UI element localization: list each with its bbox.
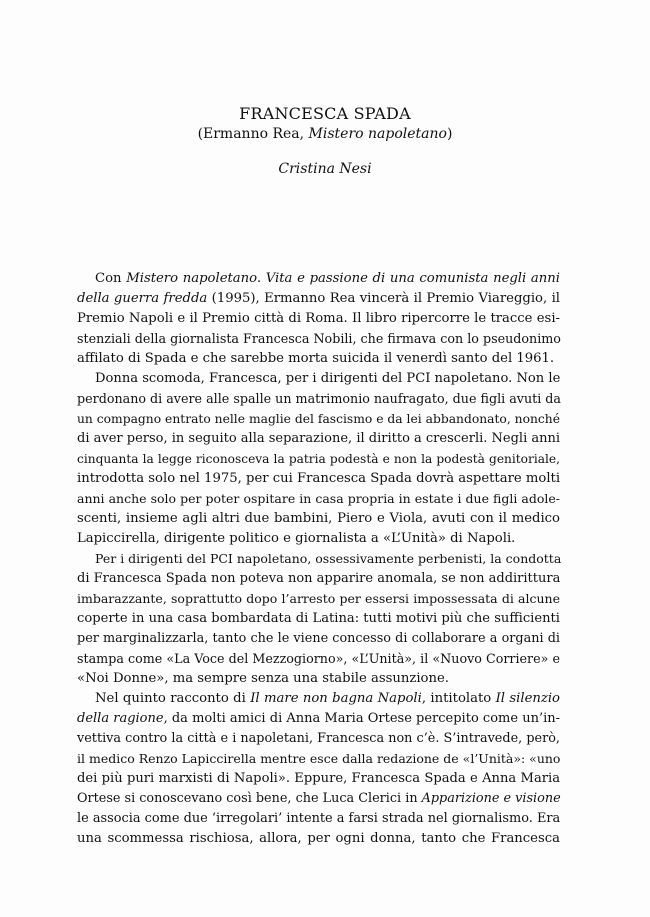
text-span: (1995), Ermanno Rea vincerà il Premio Viareggio, il	[207, 291, 560, 306]
text-span: «Noi Donne», ma sempre senza una stabile assunzione.	[77, 671, 449, 686]
text-span: il medico Renzo Lapiccirella mentre esce dalla redazione de «l’Unità»: «uno	[77, 751, 561, 766]
paragraph	[77, 549, 560, 689]
italic-text: Mistero napoletano. Vita e passione di una comunista negli anni	[126, 271, 560, 286]
text-line	[77, 549, 560, 569]
text-line	[77, 389, 560, 409]
italic-text: della ragione	[77, 711, 164, 726]
text-line	[77, 649, 560, 669]
text-line	[77, 829, 560, 849]
text-span: di Francesca Spada non poteva non apparire anomala, se non addirittura	[77, 571, 561, 586]
text-line	[77, 529, 560, 549]
text-line	[77, 609, 560, 629]
text-line	[77, 269, 560, 289]
text-line	[77, 289, 560, 309]
paragraph	[77, 269, 560, 369]
article-title: FRANCESCA SPADA	[239, 104, 411, 123]
text-span: imbarazzante, soprattutto dopo l’arresto per essersi impossessata di alcune	[77, 591, 560, 606]
paragraph	[77, 369, 560, 549]
text-span: anni anche solo per poter ospitare in casa propria in estate i due figli adole-	[77, 491, 560, 506]
text-span: coperte in una casa bombardata di Latina: tutti motivi più che sufficienti	[77, 611, 560, 626]
body-text	[77, 269, 560, 849]
text-line	[77, 689, 560, 709]
text-span: affilato di Spada e che sarebbe morta suicida il venerdì santo del 1961.	[77, 351, 555, 366]
subtitle-book-title: Mistero napoletano	[308, 126, 447, 142]
text-line	[77, 429, 560, 449]
text-span: un compagno entrato nelle maglie del fascismo e da lei abbandonato, nonché	[77, 412, 560, 426]
text-span: Lapiccirella, dirigente politico e giornalista a «L’Unità» di Napoli.	[77, 531, 516, 546]
text-span: , intitolato	[421, 691, 496, 706]
text-span: le associa come due ‘irregolari’ intente a farsi strada nel giornalismo. Era	[77, 811, 561, 826]
text-line	[77, 449, 560, 469]
text-span: introdotta solo nel 1975, per cui Francesca Spada dovrà aspettare molti	[77, 471, 561, 486]
italic-text: Il mare non bagna Napoli	[250, 691, 422, 706]
text-line	[77, 489, 560, 509]
text-span: scenti, insieme agli altri due bambini, Piero e Viola, avuti con il medico	[77, 511, 560, 526]
text-span: Premio Napoli e il Premio città di Roma. Il libro ripercorre le tracce esi-	[77, 311, 560, 326]
text-line	[77, 809, 560, 829]
text-line	[77, 349, 560, 369]
text-line	[77, 789, 560, 809]
text-span: Con	[95, 271, 127, 286]
text-line	[77, 629, 560, 649]
text-span: per marginalizzarla, tanto che le viene concesso di collaborare a organi di	[77, 631, 560, 646]
paragraph	[77, 689, 560, 849]
author-name: Cristina Nesi	[278, 161, 372, 177]
text-span: Donna scomoda, Francesca, per i dirigenti del PCI napoletano. Non le	[95, 371, 561, 386]
text-span: Per i dirigenti del PCI napoletano, ossessivamente perbenisti, la condotta	[95, 551, 562, 566]
text-span: vettiva contro la città e i napoletani, Francesca non c’è. S’intravede, però,	[77, 731, 560, 746]
text-line	[77, 309, 560, 329]
italic-text: Il silenzio	[495, 691, 560, 706]
subtitle-close: )	[446, 126, 453, 142]
text-line	[77, 509, 560, 529]
text-span: stenziali della giornalista Francesca Nobili, che firmava con lo pseudonimo	[77, 331, 561, 346]
text-span: una scommessa rischiosa, allora, per ogni donna, tanto che Francesca	[77, 831, 560, 846]
text-line	[77, 749, 560, 769]
italic-text: Apparizione e visione	[421, 791, 561, 806]
article-subtitle	[0, 125, 650, 143]
text-line	[77, 409, 560, 429]
text-span: Nel quinto racconto di	[95, 691, 251, 706]
text-line	[77, 569, 560, 589]
text-span: perdonano di avere alle spalle un matrimonio naufragato, due figli avuti da	[77, 391, 561, 406]
italic-text: della guerra fredda	[77, 291, 208, 306]
text-line	[77, 669, 560, 689]
subtitle-open: (Ermanno Rea,	[197, 126, 309, 142]
text-line	[77, 469, 560, 489]
text-span: Ortese si conoscevano così bene, che Luca Clerici in	[77, 791, 422, 806]
text-span: stampa come «La Voce del Mezzogiorno», «L’Unità», il «Nuovo Corriere» e	[77, 651, 560, 666]
text-span: , da molti amici di Anna Maria Ortese percepito come un’in-	[163, 711, 560, 726]
text-line	[77, 729, 560, 749]
text-line	[77, 369, 560, 389]
text-line	[77, 329, 560, 349]
text-line	[77, 709, 560, 729]
text-line	[77, 589, 560, 609]
text-span: di aver perso, in seguito alla separazione, il diritto a crescerli. Negli anni	[77, 431, 561, 446]
text-span: dei più puri marxisti di Napoli». Eppure, Francesca Spada e Anna Maria	[77, 771, 560, 786]
text-span: cinquanta la legge riconosceva la patria podestà e non la podestà genitoriale,	[77, 452, 560, 466]
text-line	[77, 769, 560, 789]
